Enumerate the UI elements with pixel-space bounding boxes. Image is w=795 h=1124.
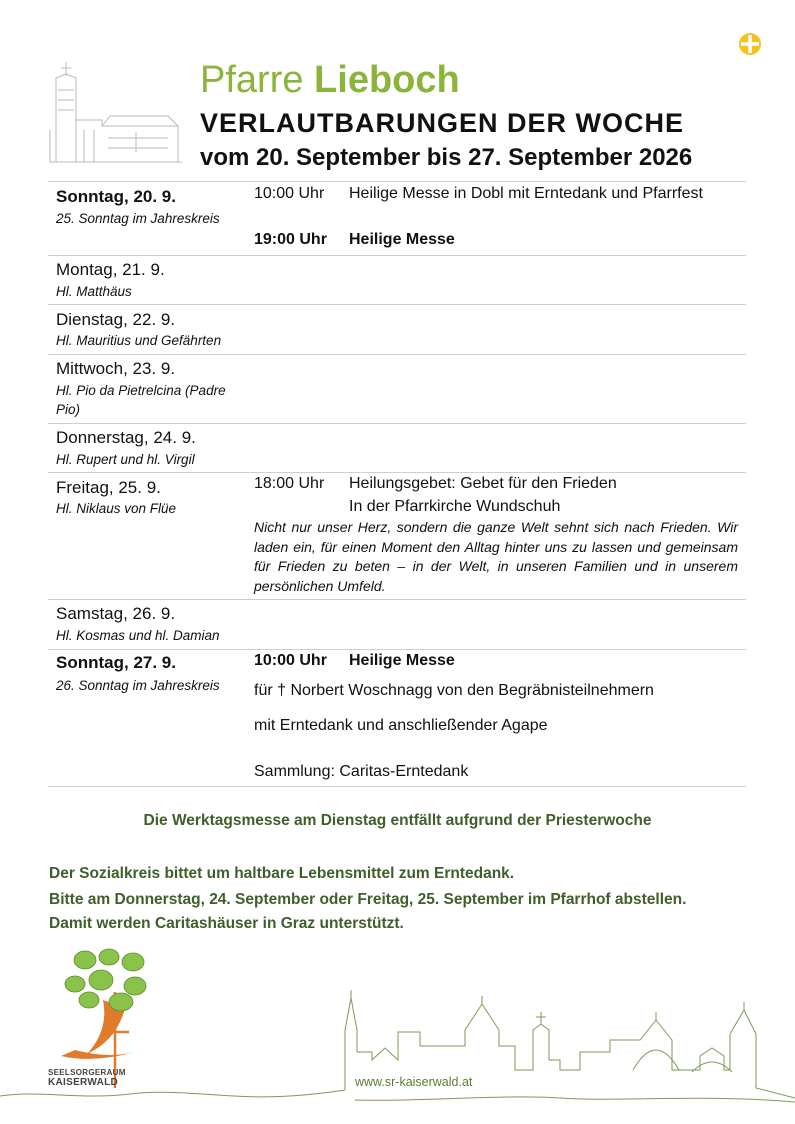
day-saint: Hl. Rupert und hl. Virgil [56,452,195,467]
event-detail-line: Sammlung: Caritas-Erntedank [254,763,469,780]
event-description: Heilige Messe [349,231,455,248]
table-divider [48,354,746,355]
day-saint: Hl. Pio da Pietrelcina (Padre Pio) [56,383,226,417]
day-label: Freitag, 25. 9. [56,478,161,497]
day-saint: Hl. Matthäus [56,284,132,299]
logo-text-line2: KAISERWALD [48,1077,119,1088]
table-divider [48,304,746,305]
day-saint: 25. Sonntag im Jahreskreis [56,211,220,226]
event-location: In der Pfarrkirche Wundschuh [349,498,561,515]
event-detail-line: mit Erntedank und anschließender Agape [254,717,548,734]
table-divider [48,181,746,182]
cross-circle-icon [738,32,762,56]
social-circle-notice-line: Bitte am Donnerstag, 24. September oder Freitag, 25. September im Pfarrhof abstellen. [49,891,687,908]
church-drawing-icon [48,60,182,166]
website-url: www.sr-kaiserwald.at [355,1075,473,1089]
event-detail-line: für † Norbert Woschnagg von den Begräbnisteilnehmern [254,682,654,699]
parish-name: Lieboch [314,59,460,101]
day-saint: Hl. Kosmas und hl. Damian [56,628,220,643]
event-description: Heilige Messe in Dobl mit Erntedank und Pfarrfest [349,185,703,202]
event-time: 10:00 Uhr [254,652,327,669]
parish-prefix: Pfarre [200,59,304,101]
day-label: Montag, 21. 9. [56,260,165,279]
table-divider [48,786,746,787]
event-description: Heilungsgebet: Gebet für den Frieden [349,475,617,492]
event-description: Heilige Messe [349,652,455,669]
event-time: 19:00 Uhr [254,231,327,248]
day-saint: Hl. Mauritius und Gefährten [56,333,222,348]
table-divider [48,255,746,256]
day-label: Mittwoch, 23. 9. [56,359,176,378]
day-label: Donnerstag, 24. 9. [56,428,196,447]
day-saint: 26. Sonntag im Jahreskreis [56,678,220,693]
parish-title [200,58,460,102]
day-label: Samstag, 26. 9. [56,604,176,623]
event-time: 10:00 Uhr [254,185,325,202]
social-circle-notice-line: Damit werden Caritashäuser in Graz unterstützt. [49,915,404,932]
event-note: Nicht nur unser Herz, sondern die ganze Welt sehnt sich nach Frieden. Wir laden ein, für einen Moment den Alltag hinter uns zu lassen und gemeinsam für Frieden zu beten – in der Welt, in unseren Familien und in unserem persönlichen Umfeld. [254,519,738,594]
table-divider [48,599,746,600]
day-label: Dienstag, 22. 9. [56,310,176,329]
event-time: 18:00 Uhr [254,475,325,492]
day-label: Sonntag, 20. 9. [56,187,176,206]
day-saint: Hl. Niklaus von Flüe [56,501,177,516]
mass-cancellation-notice: Die Werktagsmesse am Dienstag entfällt aufgrund der Priesterwoche [143,812,652,829]
date-range: vom 20. September bis 27. September 2026 [200,144,693,171]
social-circle-notice-line: Der Sozialkreis bittet um haltbare Lebensmittel zum Erntedank. [49,865,515,882]
logo-text-line1: SEELSORGERAUM [48,1068,126,1077]
day-label: Sonntag, 27. 9. [56,653,176,672]
page-heading: VERLAUTBARUNGEN DER WOCHE [200,108,684,138]
table-divider [48,423,746,424]
